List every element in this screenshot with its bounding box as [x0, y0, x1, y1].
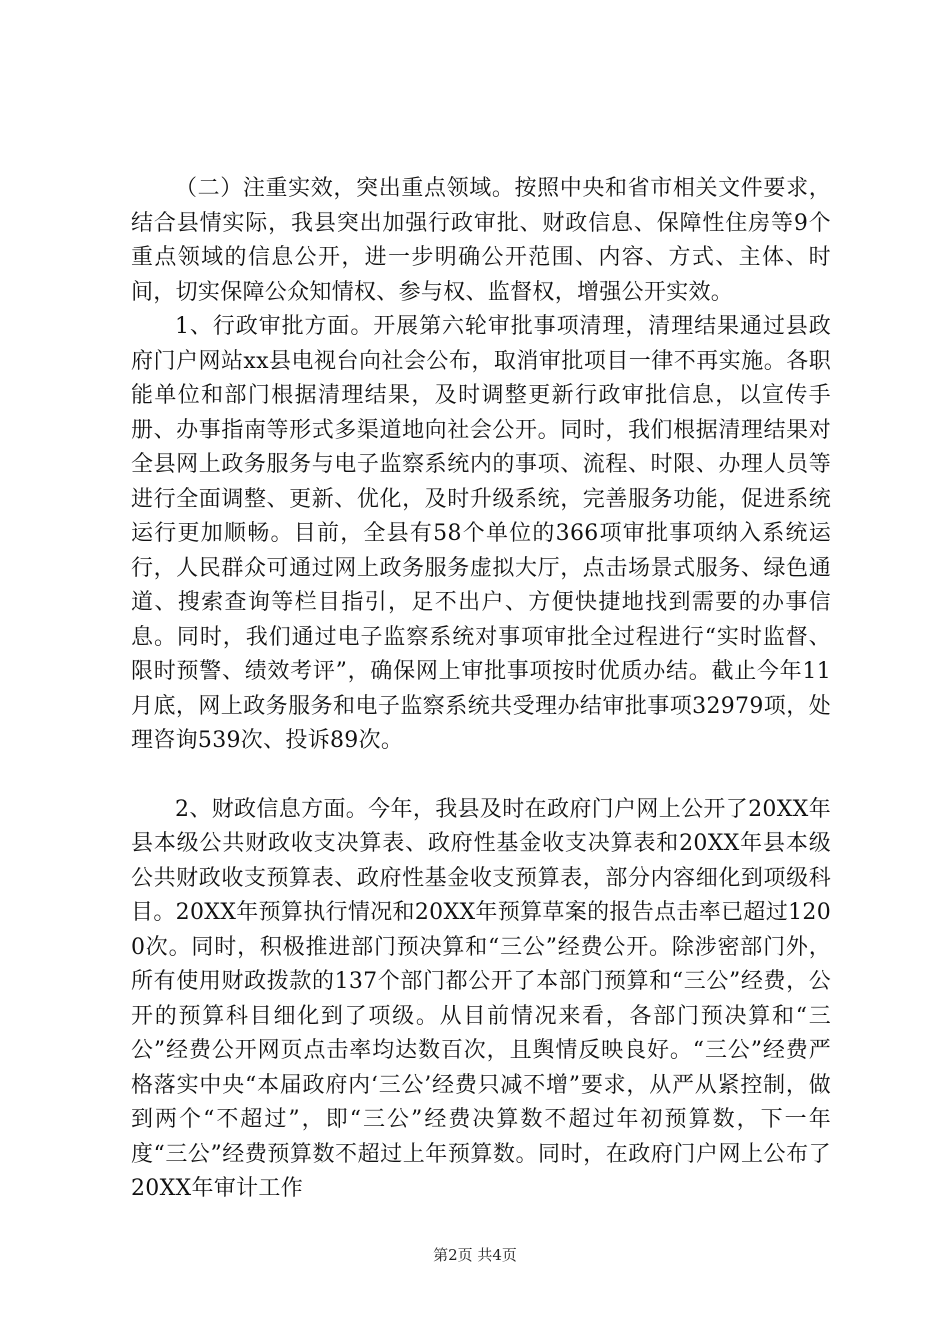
document-body: [131, 172, 831, 1207]
paragraph-key-areas: （二）注重实效，突出重点领域。按照中央和省市相关文件要求，结合县情实际，我县突出加强行政审批、财政信息、保障性住房等9个重点领域的信息公开，进一步明确公开范围、内容、方式、主体、时间，切实保障公众知情权、参与权、监督权，增强公开实效。: [131, 176, 831, 305]
paragraph-fiscal-information: 2、财政信息方面。今年，我县及时在政府门户网上公开了20XX年县本级公共财政收支决算表、政府性基金收支决算表和20XX年县本级公共财政收支预算表、政府性基金收支预算表，部分内容细化到项级科目。20XX年预算执行情况和20XX年预算草案的报告点击率已超过1200次。同时，积极推进部门预决算和“三公”经费公开。除涉密部门外，所有使用财政拨款的137个部门都公开了本部门预算和“三公”经费，公开的预算科目细化到了项级。从目前情况来看，各部门预决算和“三公”经费公开网页点击率均达数百次，且舆情反映良好。“三公”经费严格落实中央“本届政府内‘三公’经费只减不增”要求，从严从紧控制，做到两个“不超过”，即“三公”经费决算数不超过年初预算数，下一年度“三公”经费预算数不超过上年预算数。同时，在政府门户网上公布了20XX年审计工作: [131, 796, 831, 1201]
page-number-footer: 第2页 共4页: [433, 1246, 517, 1264]
paragraph-administrative-approval: 1、行政审批方面。开展第六轮审批事项清理，清理结果通过县政府门户网站xx县电视台向社会公布，取消审批项目一律不再实施。各职能单位和部门根据清理结果，及时调整更新行政审批信息，以宣传手册、办事指南等形式多渠道地向社会公开。同时，我们根据清理结果对全县网上政务服务与电子监察系统内的事项、流程、时限、办理人员等进行全面调整、更新、优化，及时升级系统，完善服务功能，促进系统运行更加顺畅。目前，全县有58个单位的366项审批事项纳入系统运行，人民群众可通过网上政务服务虚拟大厅，点击场景式服务、绿色通道、搜索查询等栏目指引，足不出户、方便快捷地找到需要的办事信息。同时，我们通过电子监察系统对事项审批全过程进行“实时监督、限时预警、绩效考评”，确保网上审批事项按时优质办结。截止今年11月底，网上政务服务和电子监察系统共受理办结审批事项32979项，处理咨询539次、投诉89次。: [131, 314, 831, 753]
